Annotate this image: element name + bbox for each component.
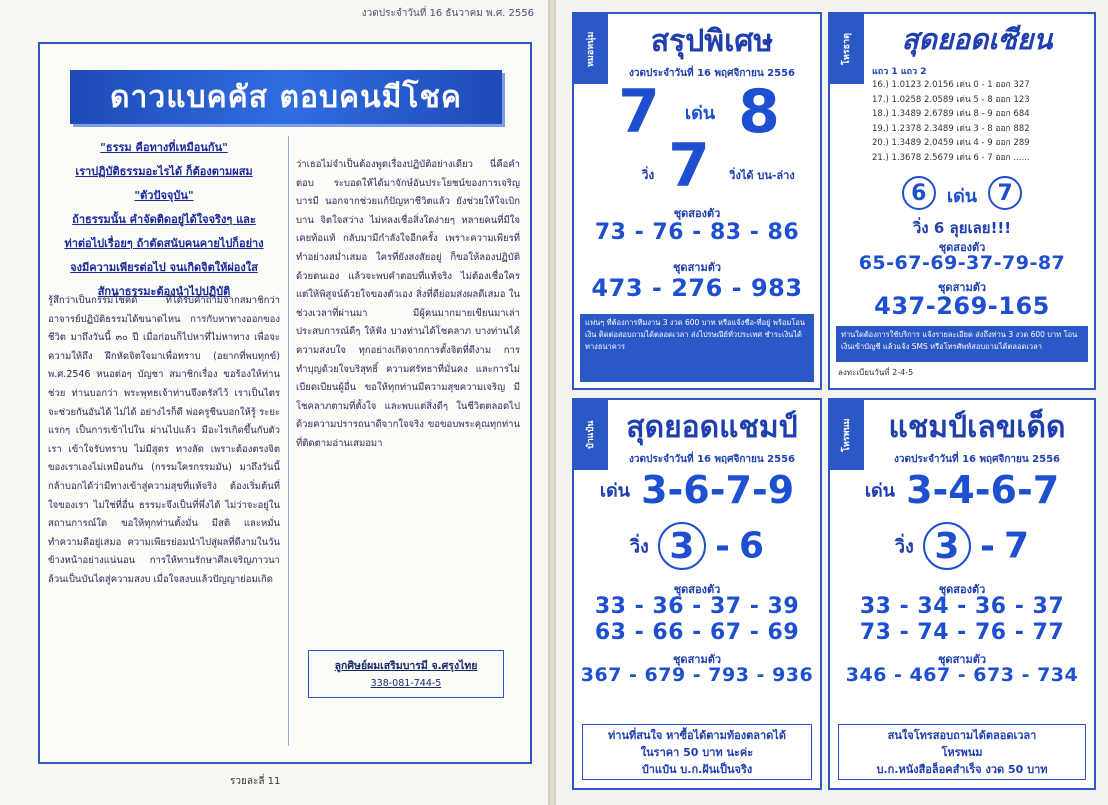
promo-bar: ท่านใดต้องการใช้บริการ แจ้งรายละเอียด ส่งถึงท่าน 3 งวด 600 บาท โอนเงินเข้าบัญชี แล้วแจ้ง SMS หรือโทรศัพท์สอบถามได้ตลอดเวลา (836, 326, 1088, 362)
table-row: 17.) 1.0258 2.0589 เด่น 5 - 8 ออก 123 (872, 94, 1030, 105)
info-line: โหรพนม (941, 746, 983, 759)
page-header: งวดประจำวันที่ 16 ธันวาคม พ.ศ. 2556 (361, 8, 534, 19)
table-row: 20.) 1.3489 2.0459 เด่น 4 - 9 ออก 289 (872, 138, 1030, 148)
intro-block (48, 136, 280, 304)
run-label: วิ่ง (894, 536, 914, 558)
two-digit-numbers: 73 - 76 - 83 - 86 (594, 220, 800, 245)
play-right-number: 7 (988, 176, 1022, 210)
info-box (838, 724, 1086, 780)
run-dash: - (979, 525, 995, 567)
run-row (574, 522, 820, 570)
signature-name: ลูกศิษย์ผมเสริมบารมี จ.ศรุงไทย (334, 660, 478, 672)
two-digit-numbers-1: 33 - 34 - 36 - 37 (859, 594, 1065, 619)
two-digit-numbers-1: 33 - 36 - 37 - 39 (594, 594, 800, 619)
author-tag: โหรพนม (830, 400, 864, 470)
intro-line: "ตัวปัจจุบัน" (134, 189, 194, 202)
article-column-a: รู้สึกว่าเป็นกรรมโชคดี ที่ได้รับคำถามจากสมาชิกว่า อาจารย์ปฏิบัติธรรมได้ขนาดไหน การกับหาทางออกของชีวิต มาถึงวันนี้ ๓๐ ปี เมื่อก่อนก็ไปหาที่ไม่หาทาง เพื่อจะความให้ถึง ฝึกหัดจิตใจมาเพื่อทราบ (อยากที่พบทุกข์) พ.ศ.2546 หนอต่อๆ บัญชา สมาชิกเรื่อง ขอร้องให้ท่านช่วย ท่านบอกว่า พระพุทธเจ้าท่านจึงตรัสไว้ เราเป็นไตรจะช่วยกันอันได้ ไม่ได้ อย่างไรก็ดี พ่อครูชีนบอกให้รู้ ระยะแรกๆ เป็นการเข้าไปใน ผ่านไปแล้ว มีอะไรเกิดขึ้นกับตัวเรา เข้าใจรับทราบ ไม่มีสูตร ทางลัด เพราะต้องตรงจิตของเราเองไม่เหมือนกัน (กรรมใครกรรมมัน) มาถึงวันนี้ กล้าบอกได้ว่ามีทางเข้าสู่ความสุขที่แท้จริง ต้องเริ่มต้นที่ใจของเรา ไม่ใช่ที่อื่น ธรรมะจึงเป็นที่พึ่งได้ ไม่ว่าจะอยู่ในสถานการณ์ใด ขอให้ทุกท่านตั้งมั่น มีสติ และหมั่นทำความดีอยู่เสมอ ความเพียรย่อมนำไปสู่ผลที่ดีงามในวันข้างหน้าอย่างแน่นอน การให้ทานรักษาศีลเจริญภาวนา ล้วนเป็นบันไดสู่ความสงบ เมื่อใจสงบแล้วปัญญาย่อมเกิด (48, 295, 280, 585)
table-header: แถว 1 แถว 2 (872, 67, 927, 77)
page-gutter (548, 0, 556, 805)
three-digit-label: ชุดสามตัว (937, 653, 987, 666)
play-row (574, 468, 820, 512)
table-row: 16.) 1.0123 2.0156 เด่น 0 - 1 ออก 327 (872, 80, 1030, 90)
info-line: บ.ก.หนังสือล็อคสำเร็จ งวด 50 บาท (876, 763, 1048, 776)
info-line: สนใจโทรสอบถามได้ตลอดเวลา (887, 729, 1037, 742)
play-row (830, 468, 1094, 512)
promo-note: ลงทะเบียนวันที่ 2-4-5 (838, 368, 914, 377)
three-digit-label: ชุดสามตัว (672, 653, 722, 666)
run-label: วิ่ง (629, 536, 649, 558)
three-digit-label: ชุดสามตัว (937, 281, 987, 294)
intro-line: ท่าต่อไปเรื่อยๆ ถ้าตัดสนับคนคายไปก็อย่าง (64, 237, 264, 250)
run-number: 6 (739, 525, 765, 567)
promo-bar: แฟนๆ ที่ต้องการทีมงาน 3 งวด 600 บาท หรือแจ้งชื่อ-ที่อยู่ พร้อมโอนเงิน ติดต่อสอบถามได้ตลอดเวลา ส่งไปรษณีย์ทั่วประเทศ ชำระเงินได้ทางธนาคาร (580, 314, 814, 382)
three-digit-label: ชุดสามตัว (672, 261, 722, 274)
play-left-number: 6 (902, 176, 936, 210)
lucky-number-box (828, 398, 1096, 790)
info-line: ป๋าแป๋น บ.ก.ฝันเป็นจริง (641, 763, 753, 776)
table-row: 18.) 1.3489 2.6789 เด่น 8 - 9 ออก 684 (872, 109, 1030, 119)
info-line: ในราคา 50 บาท นะค่ะ (640, 746, 754, 759)
box-title: สรุปพิเศษ (650, 24, 774, 59)
box-title: สุดยอดแชมป์ (626, 410, 798, 445)
left-page (0, 0, 548, 805)
play-row (830, 176, 1094, 210)
page-footer: รวยละลี่ 11 (230, 776, 281, 787)
run-number-circled: 3 (658, 522, 706, 570)
champion-box (572, 398, 822, 790)
summary-box (572, 12, 822, 390)
intro-line: จงมีความเพียรต่อไป จนเกิดจิตให้ผ่องใส (70, 261, 258, 274)
three-digit-numbers: 367 - 679 - 793 - 936 (580, 664, 814, 686)
run-dash: - (714, 525, 730, 567)
author-tag: ป๋าแป๋น (574, 400, 608, 470)
signature-box (308, 650, 504, 698)
run-text: วิ่ง 6 ลุยเลย!!! (912, 219, 1012, 237)
play-label: เด่น (684, 103, 716, 124)
play-right-number: 8 (738, 77, 780, 147)
intro-line: เราปฏิบัติธรรมอะไรได้ ก็ต้องตามผสม (75, 165, 253, 178)
play-numbers: 3-4-6-7 (906, 468, 1060, 512)
two-digit-numbers: 65-67-69-37-79-87 (858, 252, 1066, 274)
run-number-circled: 3 (923, 522, 971, 570)
play-label: เด่น (599, 480, 630, 502)
run-note: วิ่งได้ บน-ล่าง (729, 169, 795, 182)
box-date: งวดประจำวันที่ 16 พฤศจิกายน 2556 (628, 68, 795, 79)
article-frame (38, 42, 532, 764)
box-title: สุดยอดเซียน (901, 23, 1053, 56)
two-digit-label: ชุดสองตัว (938, 583, 986, 596)
two-digit-numbers-2: 73 - 74 - 76 - 77 (859, 620, 1065, 645)
play-label: เด่น (946, 185, 978, 207)
three-digit-numbers: 346 - 467 - 673 - 734 (845, 664, 1079, 686)
article-title: ดาวแบคคัส ตอบคนมีโชค (70, 70, 502, 124)
info-line: ท่านที่สนใจ หาซื้อได้ตามท้องตลาดได้ (608, 729, 786, 742)
box-date: งวดประจำวันที่ 16 พฤศจิกายน 2556 (628, 454, 795, 465)
run-label: วิ่ง (641, 168, 655, 182)
play-left-number: 7 (618, 77, 660, 147)
play-label: เด่น (864, 480, 895, 502)
box-date: งวดประจำวันที่ 16 พฤศจิกายน 2556 (893, 454, 1060, 465)
article-column-b: ว่าเธอไม่จำเป็นต้องพูดเรื่องปฏิบัติอย่างเดียว นี่คือคำตอบ ระบอดให้ได้มาจักษ์อันประโยชน์ของการเจริญบารมี นอกจากช่วยแก้ปัญหาชีวิตแล้ว ยังช่วยให้ใจเบิกบาน จิตใจสว่าง ไม่หลงเชื่อสิ่งใดง่ายๆ หลายคนที่มีใจเคยท้อแท้ กลับมามีกำลังใจอีกครั้ง เพราะความเพียรที่ทำอย่างสม่ำเสมอ ใครที่ยังสงสัยอยู่ ก็ขอให้ลองปฏิบัติด้วยตนเอง แล้วจะพบคำตอบที่แท้จริง ไม่ต้องเชื่อใคร แต่ให้พิสูจน์ด้วยใจของตัวเอง สิ่งที่ดีย่อมส่งผลดีเสมอ ในช่วงเวลาที่ผ่านมา มีผู้คนมากมายเขียนมาเล่าประสบการณ์ดีๆ ให้ฟัง บางท่านได้โชคลาภ บางท่านได้ความสงบใจ ทุกอย่างเกิดจากการตั้งจิตที่ดีงาม การทำบุญด้วยใจบริสุทธิ์ ความศรัทธาที่มั่นคง และการไม่เบียดเบียนผู้อื่น ขอให้ทุกท่านมีความสุขความเจริญ มีโชคลาภตามที่ตั้งใจ และพบแต่สิ่งดีๆ ในชีวิตตลอดไป ด้วยความปรารถนาดีจากใจจริง ขอขอบพระคุณทุกท่านที่ติดตามอ่านเสมอมา (296, 159, 520, 449)
expert-box (828, 12, 1096, 390)
run-number: 7 (668, 131, 710, 201)
table-row: 21.) 1.3678 2.5679 เด่น 6 - 7 ออก ...... (872, 152, 1030, 163)
run-number: 7 (1004, 525, 1030, 567)
three-digit-numbers: 437-269-165 (874, 292, 1050, 320)
intro-line: "ธรรม คือทางที่เหมือนกัน" (100, 141, 228, 154)
play-numbers: 3-6-7-9 (641, 468, 795, 512)
two-digit-numbers-2: 63 - 66 - 67 - 69 (594, 620, 800, 645)
author-tag: หมอหนุ่ม (574, 14, 608, 84)
author-tag: โหรธาตุ (830, 14, 864, 84)
three-digit-numbers: 473 - 276 - 983 (591, 274, 803, 302)
two-digit-label: ชุดสองตัว (673, 583, 721, 596)
two-digit-label: ชุดสองตัว (938, 241, 986, 254)
run-row (830, 522, 1094, 570)
column-divider (288, 136, 289, 746)
info-box (582, 724, 812, 780)
signature-code: 338-081-744-5 (370, 678, 442, 689)
table-row: 19.) 1.2378 2.3489 เด่น 3 - 8 ออก 882 (872, 123, 1030, 134)
intro-line: ถ้าธรรมนั้น คำจัดติดอยู่ได้ใจจริงๆ และ (72, 213, 256, 226)
box-title: แชมป์เลขเด็ด (888, 410, 1066, 445)
two-digit-label: ชุดสองตัว (673, 207, 721, 220)
history-table (872, 78, 1090, 165)
right-page (556, 0, 1108, 805)
intro-line: สักนาธรรมะต้องนำไปปฏิบัติ (97, 285, 231, 298)
